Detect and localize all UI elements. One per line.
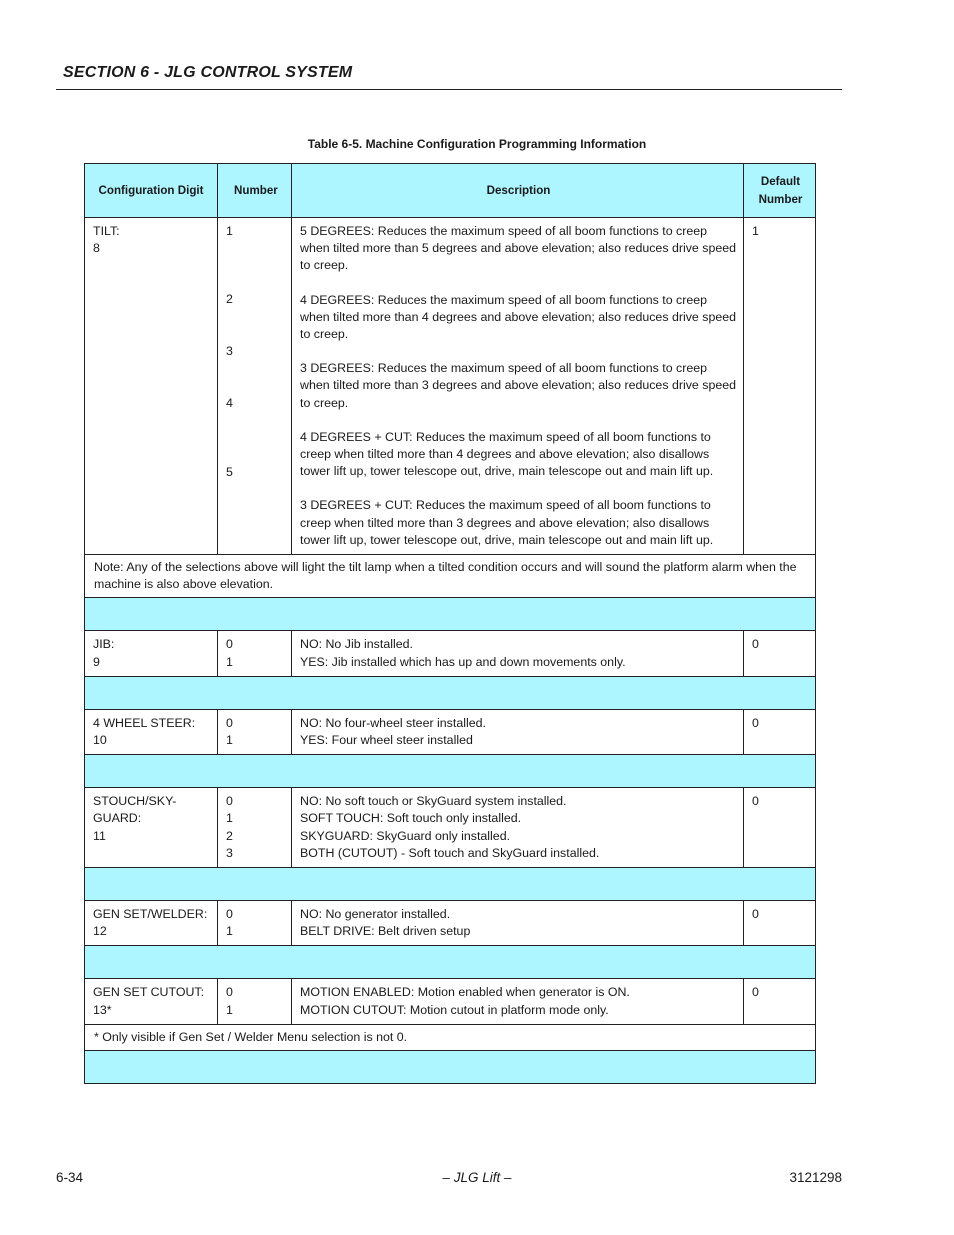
description-text: NO: No soft touch or SkyGuard system installed. xyxy=(300,794,567,809)
document-number: 3121298 xyxy=(789,1170,842,1185)
config-digit: 11 xyxy=(93,828,106,843)
table-note-row xyxy=(85,1024,816,1050)
description-text: 3 DEGREES + CUT: Reduces the maximum speed of all boom functions to creep when tilted more than 3 degrees and above elevation; also disallows tower lift up, tower telescope out, drive, main telescope out and main lift up. xyxy=(300,498,714,547)
description-cell-cutout xyxy=(292,979,744,1024)
description-text: BELT DRIVE: Belt driven setup xyxy=(300,924,471,939)
table-row-four-wheel-steer xyxy=(85,709,816,754)
description-cell-genset xyxy=(292,901,744,946)
section-title: SECTION 6 - JLG CONTROL SYSTEM xyxy=(63,64,353,81)
number-value: 5 xyxy=(226,464,233,479)
number-cell-cutout xyxy=(218,979,292,1024)
description-text: SKYGUARD: SkyGuard only installed. xyxy=(300,828,511,843)
config-digit: 13* xyxy=(93,1002,112,1017)
number-value: 1 xyxy=(226,733,233,748)
config-cell-genset xyxy=(85,901,218,946)
default-cell-steer: 0 xyxy=(744,709,816,754)
separator-row xyxy=(85,946,816,979)
description-text: MOTION CUTOUT: Motion cutout in platform mode only. xyxy=(300,1002,609,1017)
description-text: MOTION ENABLED: Motion enabled when generator is ON. xyxy=(300,985,630,1000)
description-text: 4 DEGREES: Reduces the maximum speed of all boom functions to creep when tilted more than 4 degrees and above elevation; also reduces drive speed to creep. xyxy=(300,292,737,342)
config-digit: 9 xyxy=(93,654,100,669)
description-cell-steer xyxy=(292,709,744,754)
table-row-stouch-skyguard xyxy=(85,788,816,868)
description-text: YES: Jib installed which has up and down movements only. xyxy=(300,654,626,669)
description-text: SOFT TOUCH: Soft touch only installed. xyxy=(300,811,522,826)
description-text: NO: No Jib installed. xyxy=(300,637,413,652)
number-value: 1 xyxy=(226,654,233,669)
table-header-row xyxy=(85,164,816,218)
number-value: 2 xyxy=(226,828,233,843)
number-header-word: Number xyxy=(758,192,803,206)
number-value: 0 xyxy=(226,907,233,922)
description-text: NO: No four-wheel steer installed. xyxy=(300,715,486,730)
number-value: 1 xyxy=(226,1002,233,1017)
config-cell-stouch xyxy=(85,788,218,868)
table-caption: Table 6-5. Machine Configuration Programming Information xyxy=(307,137,647,151)
number-cell-jib xyxy=(218,631,292,676)
config-label: 4 WHEEL STEER: xyxy=(93,715,196,730)
description-text: NO: No generator installed. xyxy=(300,907,451,922)
number-value: 0 xyxy=(226,794,233,809)
number-value: 1 xyxy=(226,811,233,826)
default-cell-tilt: 1 xyxy=(744,218,816,555)
config-cell-tilt xyxy=(85,218,218,555)
description-text: 5 DEGREES: Reduces the maximum speed of all boom functions to creep when tilted more than 5 degrees and above elevation; also reduces drive speed to creep. xyxy=(300,224,737,273)
number-cell-tilt xyxy=(218,218,292,555)
table-row-jib xyxy=(85,631,816,676)
default-header-word: Default xyxy=(760,174,801,188)
description-text: 3 DEGREES: Reduces the maximum speed of all boom functions to creep when tilted more than 3 degrees and above elevation; also reduces drive speed to creep. xyxy=(300,361,737,410)
configuration-table xyxy=(84,163,816,1084)
number-value: 0 xyxy=(226,985,233,1000)
number-value: 3 xyxy=(226,344,233,359)
config-cell-cutout xyxy=(85,979,218,1024)
config-digit: 12 xyxy=(93,924,107,939)
config-label: JIB: xyxy=(93,637,115,652)
separator-row xyxy=(85,598,816,631)
number-value: 1 xyxy=(226,224,233,238)
separator-row xyxy=(85,1051,816,1084)
config-cell-steer xyxy=(85,709,218,754)
number-value: 4 xyxy=(226,395,233,410)
description-cell-jib xyxy=(292,631,744,676)
default-cell-genset: 0 xyxy=(744,901,816,946)
default-cell-stouch: 0 xyxy=(744,788,816,868)
number-cell-steer xyxy=(218,709,292,754)
description-cell-stouch xyxy=(292,788,744,868)
number-cell-genset xyxy=(218,901,292,946)
col-header-number: Number xyxy=(218,164,292,218)
number-value: 3 xyxy=(226,845,233,860)
number-value: 0 xyxy=(226,637,233,652)
table-row-tilt xyxy=(85,218,816,555)
config-digit: 10 xyxy=(93,733,107,748)
table-row-gen-set-cutout xyxy=(85,979,816,1024)
description-text: 4 DEGREES + CUT: Reduces the maximum speed of all boom functions to creep when tilted more than 4 degrees and above elevation; also disallows tower lift up, tower telescope out, drive, main telescope out and main lift up. xyxy=(300,429,714,479)
table-row-gen-set-welder xyxy=(85,901,816,946)
col-header-config-digit: Configuration Digit xyxy=(85,164,218,218)
col-header-description: Description xyxy=(292,164,744,218)
separator-row xyxy=(85,676,816,709)
config-cell-jib xyxy=(85,631,218,676)
description-cell-tilt xyxy=(292,218,744,555)
table-note-row xyxy=(85,555,816,598)
default-cell-cutout: 0 xyxy=(744,979,816,1024)
number-cell-stouch xyxy=(218,788,292,868)
separator-row xyxy=(85,755,816,788)
col-header-default-number xyxy=(744,164,816,218)
number-value: 2 xyxy=(226,292,233,307)
footer-center-text: – JLG Lift – xyxy=(442,1170,512,1185)
config-label: TILT: xyxy=(93,224,120,238)
page-number: 6-34 xyxy=(56,1170,84,1185)
config-label: GEN SET CUTOUT: xyxy=(93,985,205,1000)
config-label: GEN SET/WELDER: xyxy=(93,907,208,922)
number-value: 1 xyxy=(226,924,233,939)
config-digit: 8 xyxy=(93,241,100,256)
number-value: 0 xyxy=(226,715,233,730)
default-cell-jib: 0 xyxy=(744,631,816,676)
config-label: STOUCH/SKY- xyxy=(93,794,177,809)
description-text: BOTH (CUTOUT) - Soft touch and SkyGuard installed. xyxy=(300,845,600,860)
tilt-note: Note: Any of the selections above will light the tilt lamp when a tilted condition occurs and will sound the platform alarm when the machine is also above elevation. xyxy=(85,555,816,598)
config-label: GUARD: xyxy=(93,811,142,826)
cutout-note: * Only visible if Gen Set / Welder Menu selection is not 0. xyxy=(85,1024,816,1050)
separator-row xyxy=(85,868,816,901)
description-text: YES: Four wheel steer installed xyxy=(300,733,473,748)
header-rule xyxy=(56,89,842,90)
